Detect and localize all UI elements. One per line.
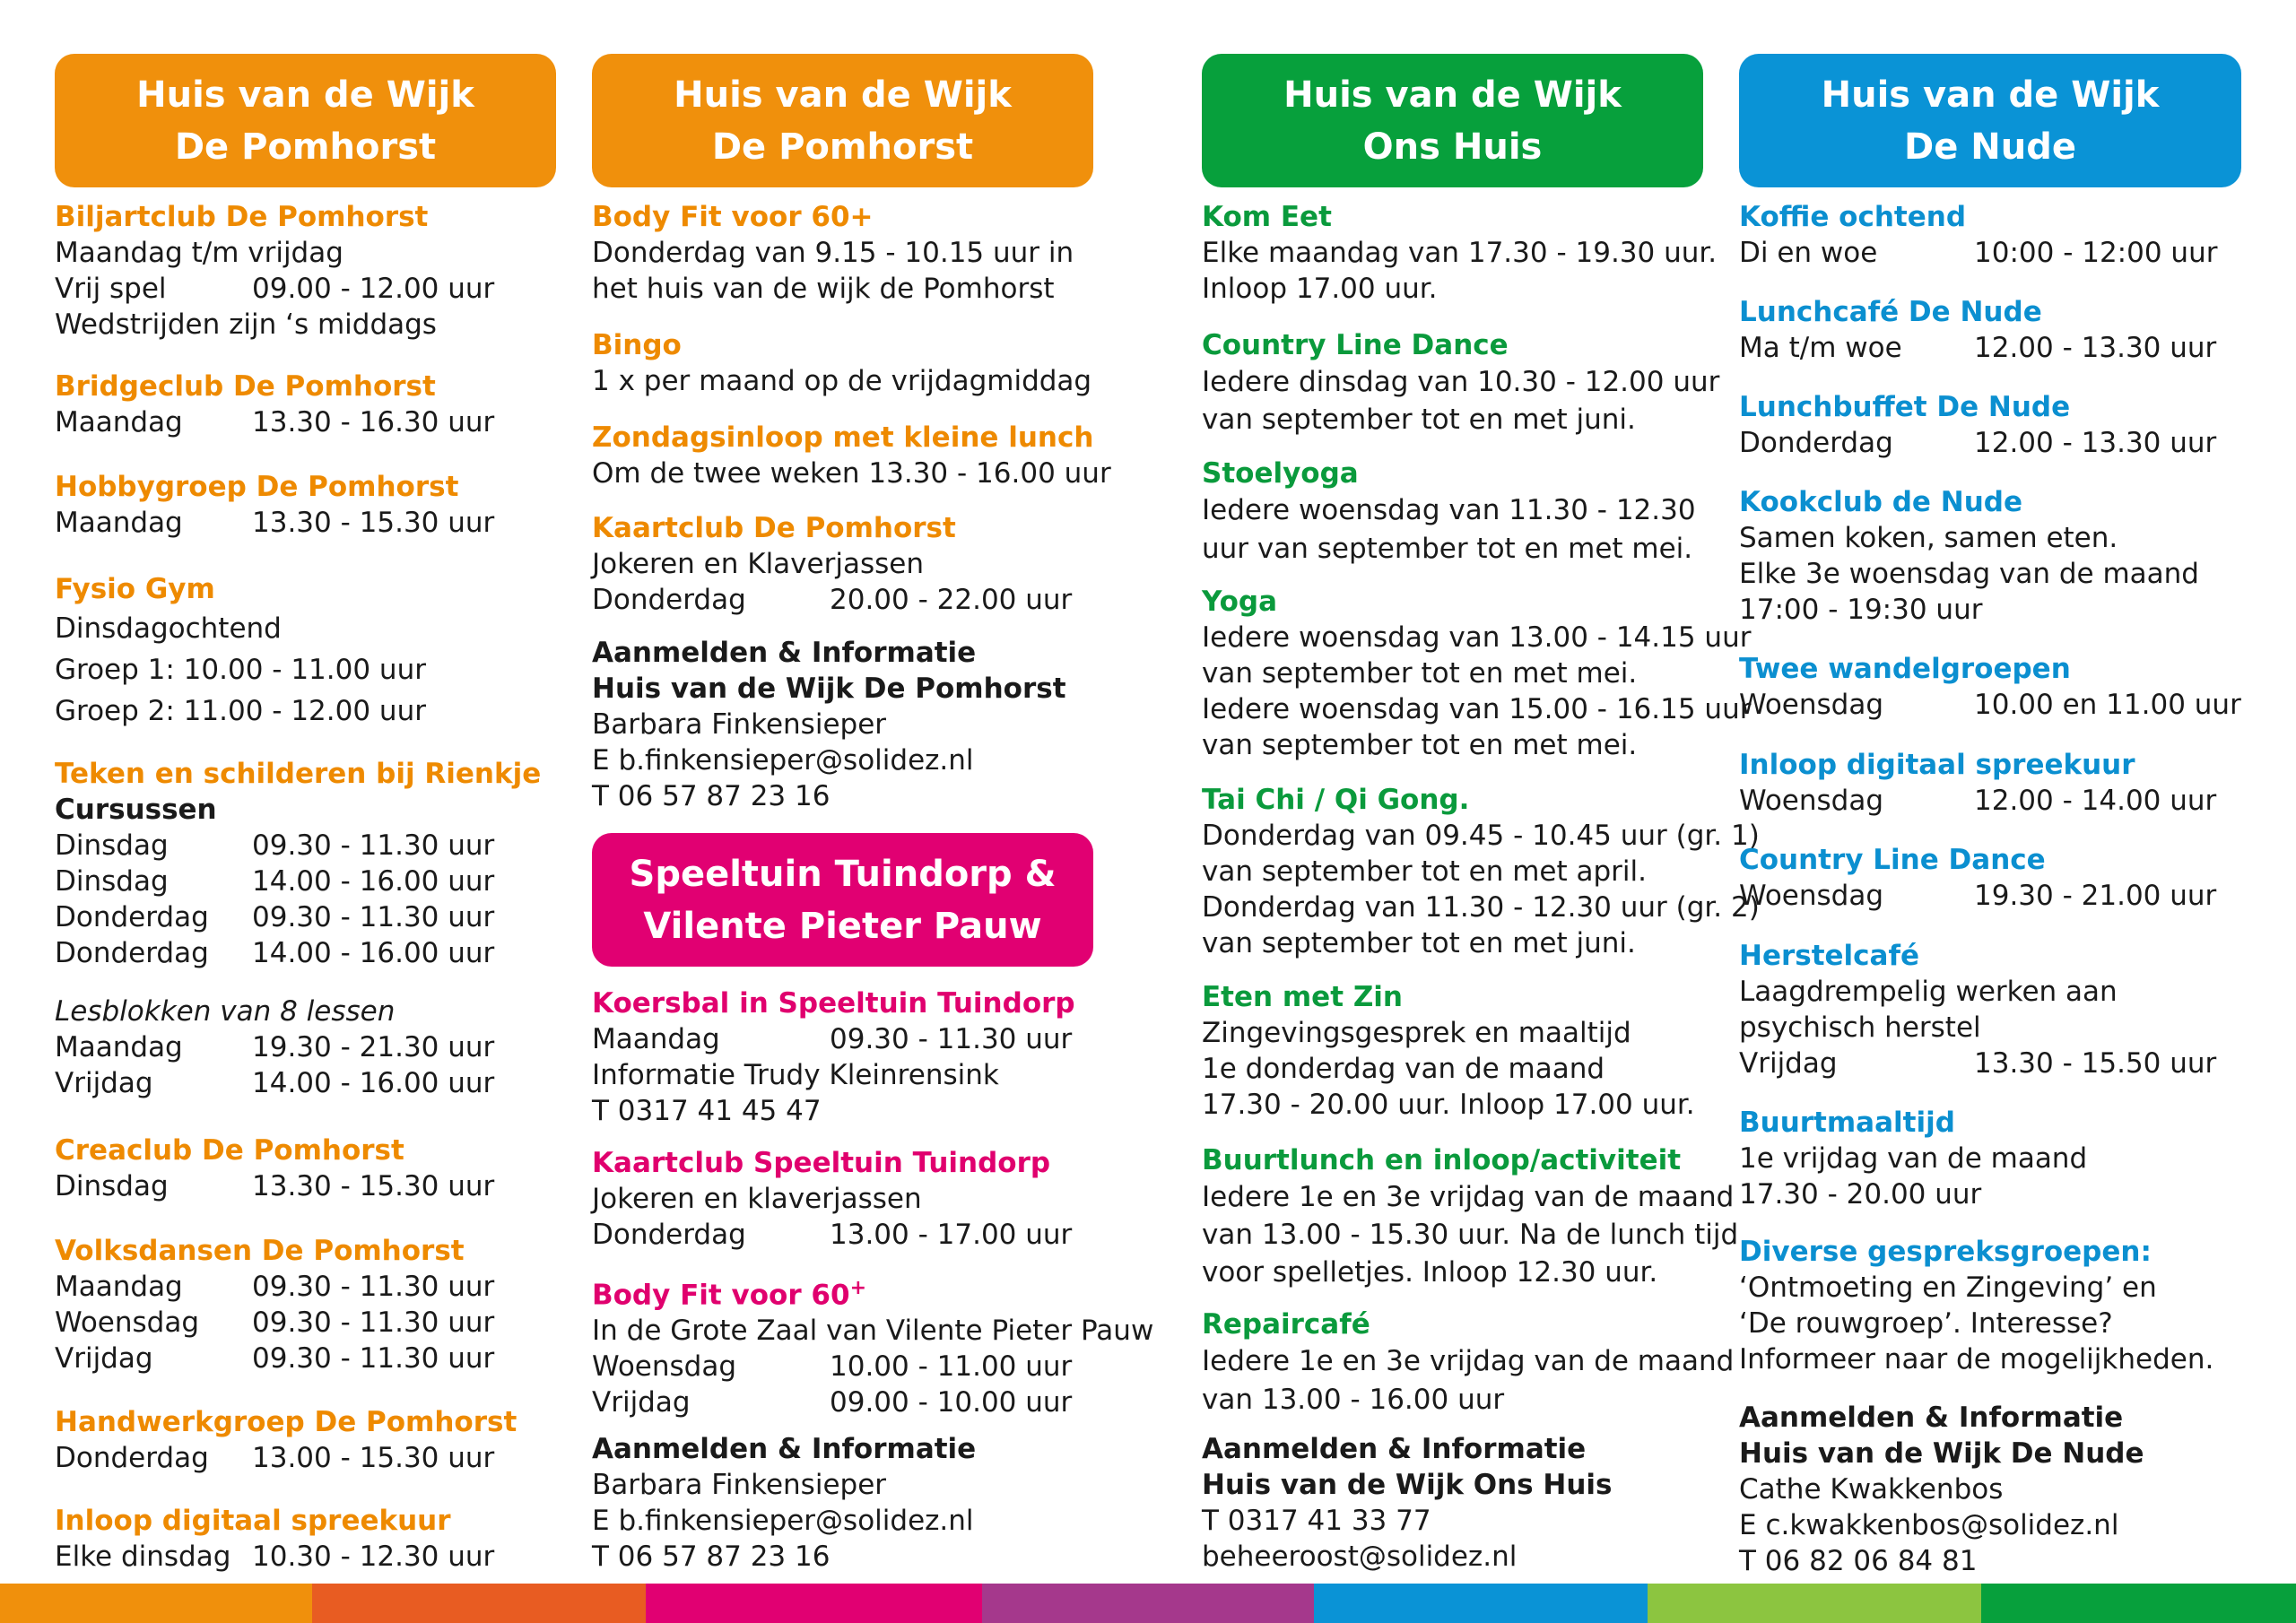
section-title: Eten met Zin [1202, 981, 1403, 1013]
schedule-row [1739, 330, 2241, 366]
schedule-row [55, 404, 557, 440]
section-title: Biljartclub De Pomhorst [55, 201, 429, 233]
day: Vrijdag [1739, 1047, 1838, 1080]
day: Donderdag [55, 937, 209, 969]
section-title: Volksdansen De Pomhorst [55, 1235, 465, 1267]
time: 09.30 - 11.30 uur [252, 1342, 495, 1375]
text-line: Elke 3e woensdag van de maand [1739, 558, 2199, 590]
time: 09.00 - 12.00 uur [252, 273, 495, 305]
contact-phone: T 0317 41 45 47 [592, 1095, 822, 1127]
day: Maandag [55, 406, 183, 438]
text-line: ‘Ontmoeting en Zingeving’ en [1739, 1271, 2157, 1304]
section-title: Twee wandelgroepen [1739, 653, 2071, 685]
stripe-segment-pink [646, 1584, 982, 1623]
schedule-row [1739, 425, 2241, 461]
section-title: Yoga [1202, 586, 1278, 618]
text-line: voor spelletjes. Inloop 12.30 uur. [1202, 1256, 1658, 1289]
schedule-row [55, 1440, 557, 1476]
time: 09.00 - 10.00 uur [830, 1386, 1073, 1419]
section-gespreksgroepen [1739, 1234, 2241, 1377]
schedule-row [1739, 687, 2241, 723]
time: 09.30 - 11.30 uur [252, 829, 495, 862]
contact-email: E c.kwakkenbos@solidez.nl [1739, 1509, 2119, 1541]
section-handwerkgroep [55, 1404, 557, 1476]
section-lunchbuffet [1739, 389, 2241, 461]
text-line: 1e donderdag van de maand [1202, 1053, 1605, 1085]
section-teken-schilderen [55, 756, 557, 1101]
day: Donderdag [592, 1219, 746, 1251]
text-line: Iedere woensdag van 15.00 - 16.15 uur [1202, 693, 1752, 725]
section-lunchcafe [1739, 294, 2241, 366]
column-pomhorst-2 [592, 0, 1154, 1584]
day: Elke dinsdag [55, 1541, 231, 1573]
schedule-row [55, 1305, 557, 1341]
section-kookclub [1739, 484, 2241, 628]
section-info-de-nude [1739, 1400, 2241, 1579]
schedule-row [592, 1384, 1094, 1420]
text-line: In de Grote Zaal van Vilente Pieter Pauw [592, 1315, 1154, 1348]
column-ons-huis [1202, 0, 1760, 1584]
schedule-row [592, 1021, 1094, 1057]
section-title: Lunchcafé De Nude [1739, 296, 2042, 328]
time: 14.00 - 16.00 uur [252, 937, 495, 969]
time: 13.30 - 15.30 uur [252, 1170, 495, 1202]
day: Woensdag [1739, 689, 1884, 721]
schedule-row [592, 1217, 1094, 1253]
title-superscript: + [849, 1277, 866, 1299]
section-title: Body Fit voor 60+ [592, 201, 874, 233]
time: 12.00 - 13.30 uur [1974, 427, 2217, 459]
section-buurtlunch [1202, 1142, 1739, 1291]
info-heading: Aanmelden & Informatie [1202, 1433, 1587, 1465]
section-title: Bridgeclub De Pomhorst [55, 370, 436, 403]
text-line: Lesblokken van 8 lessen [55, 995, 396, 1028]
text-line: Iedere 1e en 3e vrijdag van de maand [1202, 1181, 1735, 1213]
time: 13.00 - 15.30 uur [252, 1442, 495, 1474]
day: Vrijdag [592, 1386, 691, 1419]
subheading: Cursussen [55, 794, 217, 826]
time: 14.00 - 16.00 uur [252, 1067, 495, 1099]
text-line: Wedstrijden zijn ‘s middags [55, 308, 437, 341]
section-country-line-dance-nude [1739, 842, 2241, 914]
contact-email: beheeroost@solidez.nl [1202, 1541, 1518, 1573]
time: 12.00 - 13.30 uur [1974, 332, 2217, 364]
header-line-1: Speeltuin Tuindorp & [629, 853, 1057, 895]
text-line: Donderdag van 11.30 - 12.30 uur (gr. 2) [1202, 891, 1760, 924]
header-line-1: Huis van de Wijk [1821, 74, 2160, 116]
section-kaartclub [592, 510, 1094, 618]
section-inloop-spreekuur-nude [1739, 747, 2241, 819]
time: 20.00 - 22.00 uur [830, 584, 1073, 616]
info-heading: Huis van de Wijk Ons Huis [1202, 1469, 1613, 1501]
section-title: Country Line Dance [1202, 329, 1509, 361]
header-line-2: De Pomhorst [711, 126, 974, 168]
schedule-row [1739, 878, 2241, 914]
text-line: van september tot en met juni. [1202, 927, 1636, 959]
section-title: Inloop digitaal spreekuur [55, 1505, 451, 1537]
text-line: Maandag t/m vrijdag [55, 237, 344, 269]
time: 13.30 - 16.30 uur [252, 406, 495, 438]
section-wandelgroepen [1739, 651, 2241, 723]
time: 09.30 - 11.30 uur [252, 901, 495, 933]
text-line: het huis van de wijk de Pomhorst [592, 273, 1055, 305]
day: Vrijdag [55, 1067, 153, 1099]
section-title: Teken en schilderen bij Rienkje [55, 758, 542, 790]
day: Donderdag [55, 901, 209, 933]
time: 19.30 - 21.30 uur [252, 1031, 495, 1063]
text-line: Laagdrempelig werken aan [1739, 976, 2118, 1008]
section-bodyfit-vilente [592, 1271, 1154, 1420]
info-heading: Aanmelden & Informatie [592, 637, 977, 669]
text-line: Groep 1: 10.00 - 11.00 uur [55, 654, 426, 686]
day: Dinsdag [55, 829, 169, 862]
section-bridgeclub [55, 369, 557, 440]
stripe-segment-orange [0, 1584, 312, 1623]
section-kaartclub-speeltuin [592, 1145, 1094, 1253]
section-title: Kom Eet [1202, 201, 1332, 233]
schedule-row [55, 1539, 557, 1575]
section-title: Diverse gespreksgroepen: [1739, 1236, 2152, 1268]
text-line: uur van september tot en met mei. [1202, 533, 1693, 565]
time: 13.30 - 15.50 uur [1974, 1047, 2217, 1080]
text-line: Iedere 1e en 3e vrijdag van de maand [1202, 1345, 1735, 1377]
schedule-row [55, 828, 557, 864]
text-line: Iedere dinsdag van 10.30 - 12.00 uur [1202, 366, 1720, 398]
section-zondagsinloop [592, 420, 1111, 491]
text-line: van september tot en met mei. [1202, 657, 1638, 690]
section-title: Repaircafé [1202, 1308, 1370, 1341]
text-line: ‘De rouwgroep’. Interesse? [1739, 1307, 2113, 1340]
day: Vrij spel [55, 273, 167, 305]
section-title: Creaclub De Pomhorst [55, 1134, 404, 1167]
time: 10.00 - 11.00 uur [830, 1350, 1073, 1384]
time: 19.30 - 21.00 uur [1974, 880, 2217, 912]
stripe-segment-dark-orange [312, 1584, 646, 1623]
section-repaircafe [1202, 1306, 1735, 1419]
text-line: Om de twee weken 13.30 - 16.00 uur [592, 457, 1111, 490]
day: Donderdag [55, 1442, 209, 1474]
contact-name: Cathe Kwakkenbos [1739, 1473, 2004, 1506]
day: Woensdag [592, 1350, 737, 1384]
section-biljartclub [55, 199, 557, 343]
contact-phone: T 06 82 06 84 81 [1739, 1545, 1978, 1577]
text-line: 17:00 - 19:30 uur [1739, 594, 1983, 626]
text-line: van september tot en met april. [1202, 855, 1647, 888]
section-hobbygroep [55, 469, 557, 541]
section-title: Buurtmaaltijd [1739, 1107, 1955, 1139]
text-line: Groep 2: 11.00 - 12.00 uur [55, 695, 426, 727]
title-text: Body Fit voor 60 [592, 1279, 850, 1312]
text-line: Inloop 17.00 uur. [1202, 273, 1438, 305]
header-line-1: Huis van de Wijk [1283, 74, 1622, 116]
time: 09.30 - 11.30 uur [252, 1271, 495, 1303]
text-line: Informatie Trudy Kleinrensink [592, 1059, 999, 1091]
section-creaclub [55, 1133, 557, 1204]
column-de-nude [1739, 0, 2286, 1584]
day: Maandag [592, 1023, 720, 1055]
time: 10.30 - 12.30 uur [252, 1541, 495, 1573]
schedule-row [1739, 783, 2241, 819]
schedule-row [592, 1349, 1094, 1384]
header-line-1: Huis van de Wijk [674, 74, 1012, 116]
text-line: 1e vrijdag van de maand [1739, 1142, 2088, 1175]
text-line: Informeer naar de mogelijkheden. [1739, 1343, 2214, 1376]
text-line: Zingevingsgesprek en maaltijd [1202, 1017, 1631, 1049]
section-koersbal [592, 985, 1094, 1129]
section-bingo [592, 327, 1094, 399]
text-line: Iedere woensdag van 13.00 - 14.15 uur [1202, 621, 1752, 654]
section-bodyfit [592, 199, 1094, 307]
header-line-2: De Nude [1904, 126, 2076, 168]
text-line: Samen koken, samen eten. [1739, 522, 2118, 554]
text-line: van 13.00 - 15.30 uur. Na de lunch tijd [1202, 1219, 1739, 1251]
text-line: Donderdag van 9.15 - 10.15 uur in [592, 237, 1074, 269]
schedule-row [55, 505, 557, 541]
schedule-row [1739, 235, 2241, 271]
section-title: Lunchbuffet De Nude [1739, 391, 2071, 423]
text-line: Jokeren en Klaverjassen [592, 548, 924, 580]
text-line: van september tot en met mei. [1202, 729, 1638, 761]
text-line: Iedere woensdag van 11.30 - 12.30 [1202, 494, 1696, 526]
header-speeltuin [592, 833, 1093, 967]
section-tai-chi [1202, 782, 1760, 961]
time: 13.00 - 17.00 uur [830, 1219, 1073, 1251]
section-title: Kookclub de Nude [1739, 486, 2022, 518]
text-line: Elke maandag van 17.30 - 19.30 uur. [1202, 237, 1718, 269]
time: 09.30 - 11.30 uur [830, 1023, 1073, 1055]
day: Di en woe [1739, 237, 1878, 269]
section-title: Zondagsinloop met kleine lunch [592, 421, 1094, 454]
text-line: Dinsdagochtend [55, 612, 282, 645]
section-title: Kaartclub De Pomhorst [592, 512, 956, 544]
day: Woensdag [1739, 880, 1884, 912]
schedule-row [55, 1029, 557, 1065]
day: Woensdag [55, 1306, 200, 1339]
column-pomhorst-1 [55, 0, 557, 1584]
text-line: van september tot en met juni. [1202, 404, 1636, 436]
day: Maandag [55, 1031, 183, 1063]
day: Vrijdag [55, 1342, 153, 1375]
section-koffie-ochtend [1739, 199, 2241, 271]
day: Donderdag [1739, 427, 1893, 459]
schedule-row [1739, 1046, 2241, 1081]
schedule-row [55, 935, 557, 971]
time: 14.00 - 16.00 uur [252, 865, 495, 898]
text-line: Donderdag van 09.45 - 10.45 uur (gr. 1) [1202, 820, 1760, 852]
section-title: Buurtlunch en inloop/activiteit [1202, 1144, 1682, 1176]
time: 10:00 - 12:00 uur [1974, 237, 2218, 269]
header-line-2: Vilente Pieter Pauw [643, 905, 1042, 947]
stripe-segment-green [1981, 1584, 2296, 1623]
schedule-row [55, 899, 557, 935]
day: Dinsdag [55, 865, 169, 898]
header-line-2: Ons Huis [1362, 126, 1543, 168]
info-heading: Aanmelden & Informatie [1739, 1402, 2124, 1434]
stripe-segment-purple [982, 1584, 1314, 1623]
section-title: Tai Chi / Qi Gong. [1202, 784, 1470, 816]
day: Maandag [55, 1271, 183, 1303]
stripe-segment-blue [1314, 1584, 1648, 1623]
schedule-row [55, 1269, 557, 1305]
section-title: Stoelyoga [1202, 457, 1359, 490]
info-heading: Aanmelden & Informatie [592, 1433, 977, 1465]
text-line: 1 x per maand op de vrijdagmiddag [592, 365, 1092, 397]
schedule-row [55, 1065, 557, 1101]
section-inloop-spreekuur [55, 1503, 557, 1575]
schedule-row [55, 271, 557, 307]
section-herstelcafe [1739, 938, 2241, 1081]
day: Donderdag [592, 584, 746, 616]
section-title: Country Line Dance [1739, 844, 2046, 876]
schedule-row [55, 864, 557, 899]
section-info-pomhorst [592, 635, 1094, 814]
section-kom-eet [1202, 199, 1718, 307]
section-buurtmaaltijd [1739, 1105, 2241, 1212]
contact-name: Barbara Finkensieper [592, 708, 887, 741]
contact-phone: T 0317 41 33 77 [1202, 1505, 1431, 1537]
section-title: Herstelcafé [1739, 940, 1919, 972]
day: Ma t/m woe [1739, 332, 1902, 364]
schedule-row [55, 1341, 557, 1376]
time: 13.30 - 15.30 uur [252, 507, 495, 539]
section-title: Handwerkgroep De Pomhorst [55, 1406, 517, 1438]
time: 12.00 - 14.00 uur [1974, 785, 2217, 817]
text-line: 17.30 - 20.00 uur [1739, 1178, 1982, 1211]
contact-email: E b.finkensieper@solidez.nl [592, 1505, 974, 1537]
section-fysio-gym [55, 570, 557, 732]
time: 09.30 - 11.30 uur [252, 1306, 495, 1339]
day: Maandag [55, 507, 183, 539]
contact-phone: T 06 57 87 23 16 [592, 1541, 831, 1573]
section-title [592, 1271, 1094, 1313]
section-title: Koersbal in Speeltuin Tuindorp [592, 987, 1075, 1020]
header-ons-huis [1202, 54, 1703, 187]
info-heading: Huis van de Wijk De Nude [1739, 1437, 2144, 1470]
time: 10.00 en 11.00 uur [1974, 689, 2241, 721]
section-yoga [1202, 584, 1752, 763]
section-eten-met-zin [1202, 979, 1704, 1123]
header-line-1: Huis van de Wijk [136, 74, 474, 116]
section-title: Kaartclub Speeltuin Tuindorp [592, 1147, 1051, 1179]
schedule-row [55, 1168, 557, 1204]
text-line: Jokeren en klaverjassen [592, 1183, 922, 1215]
header-de-nude [1739, 54, 2241, 187]
text-line: van 13.00 - 16.00 uur [1202, 1384, 1505, 1416]
section-title: Koffie ochtend [1739, 201, 1967, 233]
stripe-segment-lime [1648, 1584, 1981, 1623]
section-info-speeltuin [592, 1431, 1094, 1575]
day: Woensdag [1739, 785, 1884, 817]
contact-phone: T 06 57 87 23 16 [592, 780, 831, 812]
text-line: 17.30 - 20.00 uur. Inloop 17.00 uur. [1202, 1089, 1695, 1121]
day: Dinsdag [55, 1170, 169, 1202]
text-line: psychisch herstel [1739, 1011, 1981, 1044]
section-title: Bingo [592, 329, 682, 361]
section-title: Inloop digitaal spreekuur [1739, 749, 2135, 781]
section-country-line-dance [1202, 327, 1720, 438]
contact-email: E b.finkensieper@solidez.nl [592, 744, 974, 777]
header-pomhorst-2 [592, 54, 1093, 187]
schedule-row [592, 582, 1094, 618]
section-stoelyoga [1202, 456, 1704, 568]
header-pomhorst-1 [55, 54, 556, 187]
section-title: Hobbygroep De Pomhorst [55, 471, 459, 503]
section-title: Fysio Gym [55, 573, 215, 605]
header-line-2: De Pomhorst [174, 126, 437, 168]
info-heading: Huis van de Wijk De Pomhorst [592, 673, 1066, 705]
section-info-ons-huis [1202, 1431, 1704, 1575]
contact-name: Barbara Finkensieper [592, 1469, 887, 1501]
section-volksdansen [55, 1233, 557, 1376]
